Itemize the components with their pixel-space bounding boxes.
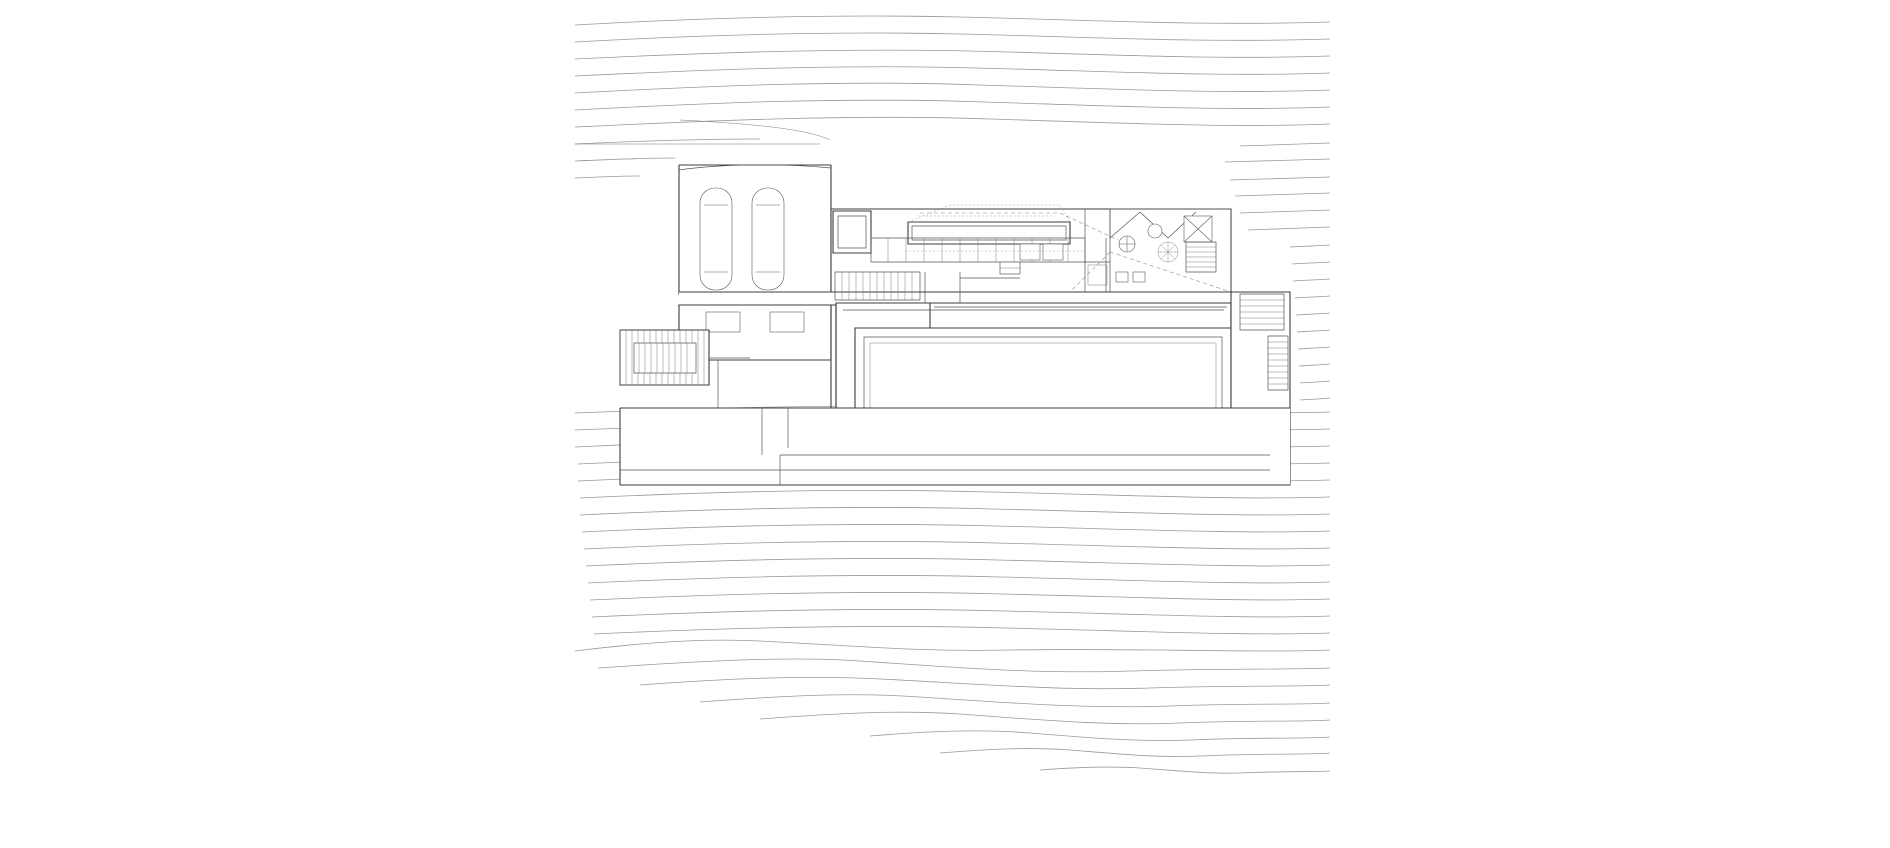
garage-block xyxy=(679,165,831,295)
plant-symbol xyxy=(1158,242,1178,262)
car-stall-2 xyxy=(752,188,784,290)
car-stall-1 xyxy=(700,188,732,290)
entry-vestibule xyxy=(833,211,871,253)
site-boundary xyxy=(575,120,830,144)
lower-terrace xyxy=(620,408,1290,485)
kitchen-island xyxy=(908,222,1070,244)
